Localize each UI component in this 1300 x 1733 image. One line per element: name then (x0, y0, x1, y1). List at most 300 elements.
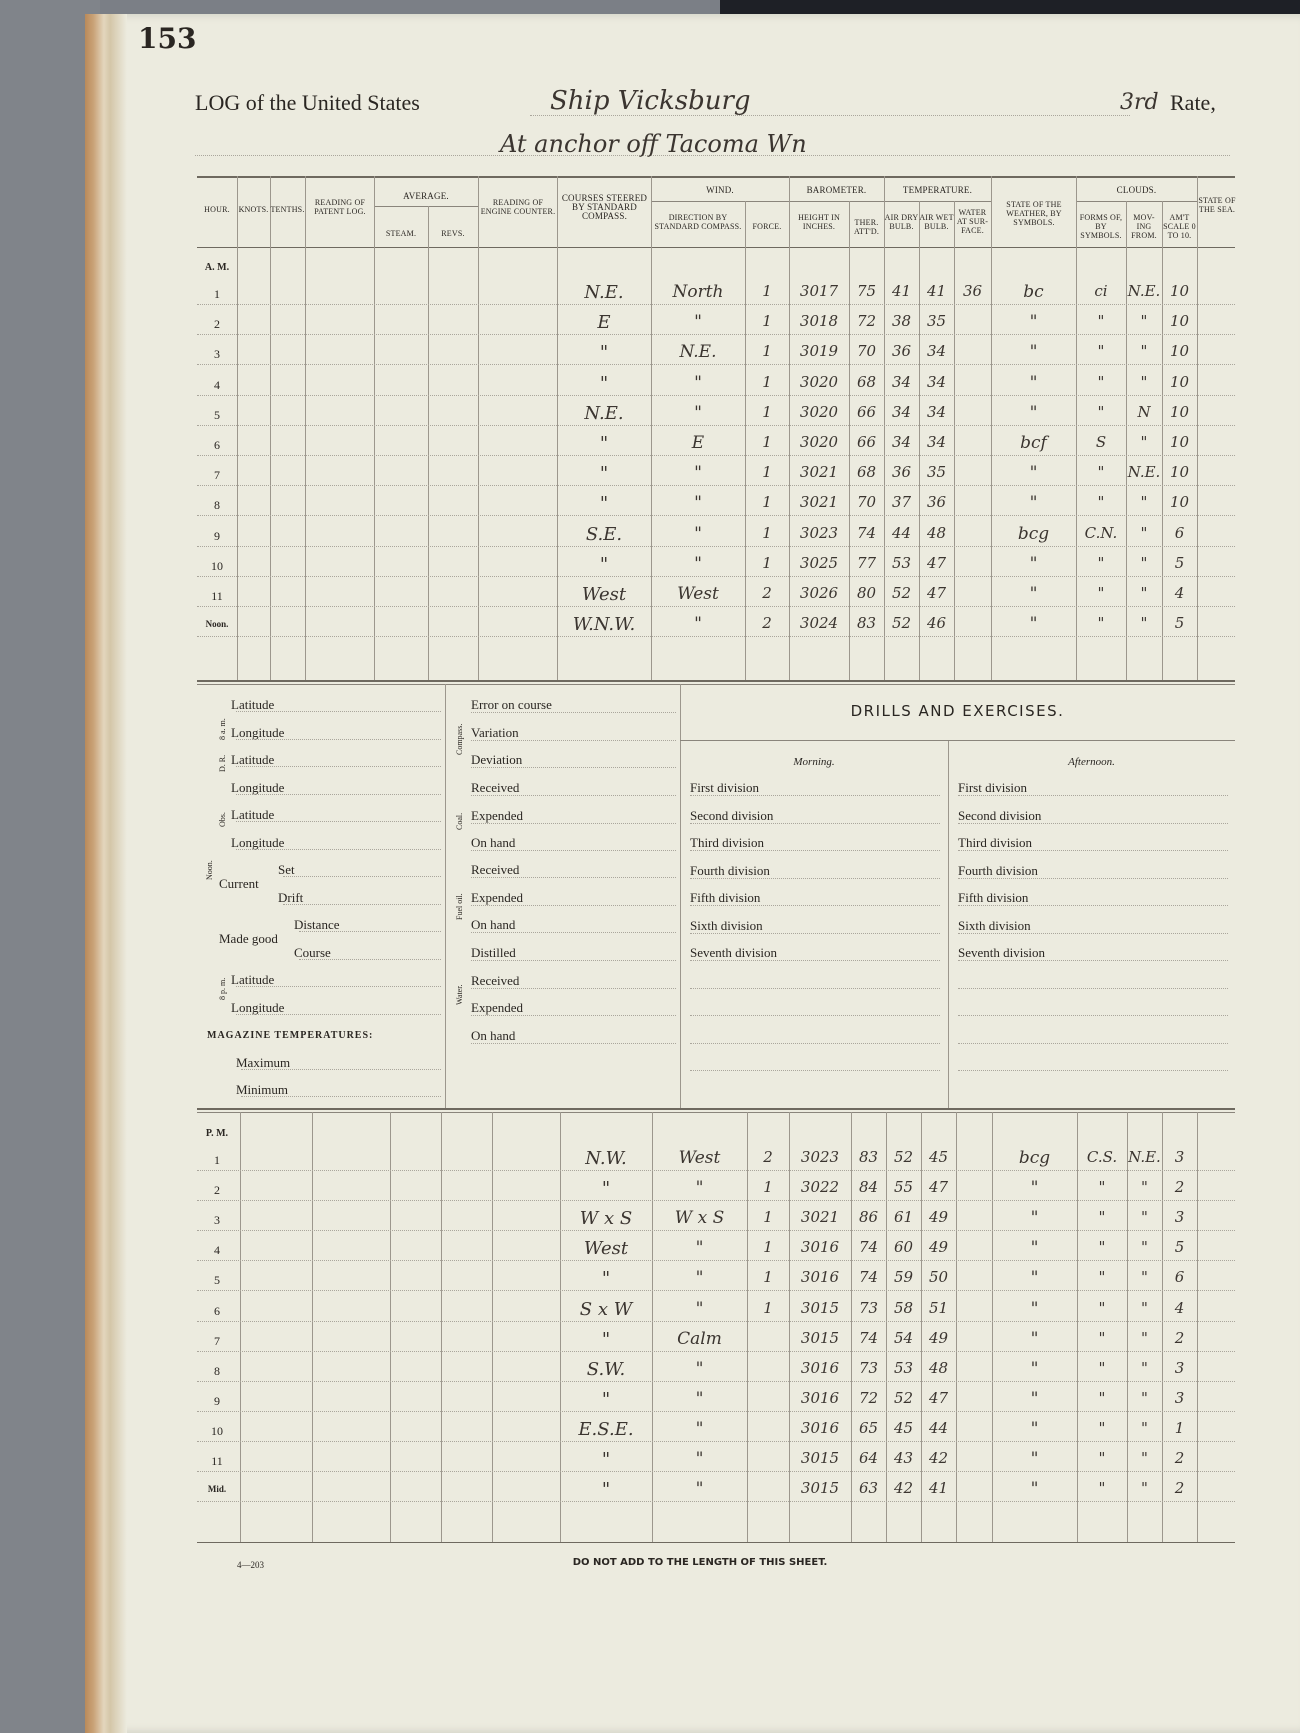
cell-dry: 58 (893, 1298, 914, 1317)
row-hour: 6 (214, 1303, 220, 1318)
cell-direction: " (694, 372, 702, 393)
hdr-knots: KNOTS. (238, 205, 269, 214)
cell-moving: " (1140, 433, 1148, 451)
row-hour: 8 (214, 498, 220, 513)
field-rule (958, 960, 1228, 961)
cell-direction: West (678, 1148, 721, 1168)
field-rule (299, 931, 441, 932)
cell-direction: " (695, 1418, 704, 1439)
cell-course: N.W. (585, 1148, 627, 1169)
cell-height: 3020 (799, 433, 839, 451)
row-hour: 9 (214, 528, 220, 543)
cell-weather: " (1030, 1268, 1039, 1289)
field-rule (236, 794, 441, 795)
current-drift: Drift (278, 890, 304, 905)
row-rule (197, 1200, 1235, 1201)
cell-forms: " (1098, 1238, 1106, 1257)
cell-weather: " (1030, 1298, 1039, 1319)
magazine-minimum: Minimum (236, 1082, 289, 1097)
cell-dry: 45 (893, 1418, 914, 1437)
cell-ther: 74 (858, 1328, 879, 1347)
cell-direction: " (694, 402, 702, 423)
row-rule (197, 1170, 1235, 1171)
cell-dry: 44 (891, 523, 912, 542)
cell-course: " (601, 1328, 611, 1350)
cell-ther: 66 (856, 402, 877, 421)
field-rule (471, 1043, 676, 1044)
cell-wet: 35 (926, 312, 947, 331)
row-rule (197, 546, 1235, 547)
cell-direction: " (695, 1358, 704, 1379)
cell-force: 1 (762, 342, 772, 361)
field-rule (958, 1043, 1228, 1044)
cell-wet: 42 (928, 1449, 949, 1467)
field-rule (958, 905, 1228, 906)
cell-weather: " (1030, 1358, 1039, 1379)
cell-forms: " (1098, 1418, 1106, 1437)
cell-height: 3020 (799, 372, 839, 391)
fuel-side-label: Fuel oil. (455, 893, 464, 920)
cell-course: " (601, 1479, 611, 1501)
cell-dry: 55 (893, 1178, 914, 1197)
cell-forms: " (1097, 553, 1105, 572)
field-rule (958, 795, 1228, 796)
hdr-hour: HOUR. (204, 205, 230, 214)
coal-1: Expended (471, 807, 523, 823)
cell-wet: 47 (928, 1178, 949, 1197)
row-rule (197, 1381, 1235, 1382)
cell-course: " (599, 342, 609, 364)
field-rule (236, 821, 441, 822)
row-rule (197, 636, 1235, 637)
cell-weather: " (1029, 584, 1038, 604)
cell-amount: 1 (1174, 1418, 1185, 1437)
cell-amount: 3 (1174, 1148, 1185, 1166)
cell-moving: " (1141, 1238, 1148, 1257)
cell-dry: 41 (891, 282, 912, 300)
cell-wet: 49 (928, 1328, 949, 1347)
cell-ther: 86 (858, 1208, 879, 1227)
rate-label: Rate, (1170, 90, 1216, 115)
water-3: On hand (471, 1027, 516, 1043)
cell-direction: W x S (674, 1208, 725, 1229)
field-rule (471, 823, 676, 824)
morning-division-7: Seventh division (690, 945, 778, 960)
cell-amount: 6 (1174, 523, 1185, 542)
cell-force: 1 (763, 1208, 773, 1227)
cell-height: 3019 (799, 342, 839, 361)
cell-wet: 48 (926, 523, 947, 542)
cell-moving: " (1141, 1479, 1148, 1498)
field-rule (241, 1069, 441, 1070)
cell-dry: 37 (891, 493, 912, 512)
field-rule (471, 740, 676, 741)
obs-longitude: Longitude (231, 835, 285, 850)
row-rule (197, 1441, 1235, 1442)
cell-dry: 52 (891, 584, 912, 602)
cell-force: 1 (762, 372, 772, 391)
cell-wet: 48 (928, 1358, 949, 1377)
cell-height: 3016 (800, 1418, 840, 1437)
cell-ther: 65 (858, 1418, 879, 1437)
cell-force: 2 (763, 1148, 773, 1166)
hdr-average: AVERAGE. (403, 191, 449, 201)
morning-division-2: Second division (690, 807, 774, 823)
cell-moving: " (1141, 1298, 1148, 1317)
cell-height: 3023 (800, 1148, 840, 1166)
dr-latitude: Latitude (231, 752, 275, 767)
row-rule (197, 1411, 1235, 1412)
cell-forms: C.N. (1084, 523, 1118, 542)
ship-location: At anchor off Tacoma Wn (500, 130, 807, 158)
cell-weather: bcg (1017, 523, 1050, 544)
hdr-ther: THER. ATT'D. (853, 218, 880, 236)
morning-division-4: Fourth division (690, 862, 770, 878)
cell-weather: bc (1023, 282, 1044, 302)
cell-ther: 75 (856, 282, 877, 300)
cell-force: 1 (763, 1298, 773, 1317)
cell-weather: " (1030, 1238, 1039, 1259)
cell-wet: 49 (928, 1208, 949, 1227)
cell-moving: N.E. (1128, 1148, 1161, 1166)
cell-wet: 47 (926, 584, 947, 602)
field-rule (236, 766, 441, 767)
field-rule (958, 878, 1228, 879)
cell-direction: West (677, 584, 719, 604)
pm-latitude: Latitude (231, 972, 275, 987)
cell-amount: 2 (1174, 1449, 1185, 1467)
row-hour: 10 (211, 558, 223, 573)
row-hour: Noon. (205, 619, 229, 630)
cell-forms: ci (1094, 282, 1108, 300)
cell-force: 1 (762, 493, 772, 512)
hdr-steam: STEAM. (385, 229, 417, 238)
cell-ther: 70 (856, 342, 877, 361)
hdr-engine-counter: READING OF ENGINE COUNTER. (480, 198, 556, 216)
field-rule (471, 795, 676, 796)
cell-amount: 10 (1169, 282, 1190, 300)
field-rule (471, 712, 676, 713)
cell-wet: 34 (926, 342, 947, 361)
cell-direction: " (695, 1268, 704, 1289)
cell-amount: 3 (1174, 1388, 1185, 1407)
cell-dry: 52 (891, 614, 912, 633)
cell-forms: " (1097, 493, 1105, 512)
noon-side-label: Noon. (205, 860, 214, 880)
cell-moving: " (1140, 523, 1148, 542)
cell-wet: 46 (926, 614, 947, 633)
hdr-patent-log: READING OF PATENT LOG. (314, 198, 366, 216)
cell-moving: " (1140, 584, 1148, 602)
hdr-water: WATER AT SUR-FACE. (956, 208, 989, 235)
cell-height: 3018 (799, 312, 839, 331)
cell-direction: " (695, 1479, 704, 1500)
cell-height: 3022 (800, 1178, 840, 1197)
cell-direction: " (695, 1388, 704, 1409)
cell-course: S.W. (586, 1358, 626, 1380)
hdr-forms: FORMS OF, BY SYMBOLS. (1079, 213, 1123, 240)
cell-amount: 10 (1169, 493, 1190, 512)
row-rule (197, 364, 1235, 365)
cell-amount: 4 (1174, 1298, 1185, 1317)
cell-forms: S (1095, 433, 1107, 451)
cell-wet: 50 (928, 1268, 949, 1287)
cell-dry: 52 (893, 1148, 914, 1166)
cell-direction: " (695, 1238, 704, 1259)
cell-ther: 68 (856, 463, 877, 482)
hdr-barometer: BAROMETER. (806, 185, 867, 195)
row-hour: 8 (214, 1363, 220, 1378)
field-rule (958, 1015, 1228, 1016)
cell-forms: " (1098, 1298, 1106, 1317)
compass-1: Variation (471, 724, 519, 740)
cell-direction: " (694, 312, 702, 333)
cell-wet: 34 (926, 402, 947, 421)
cell-force: 2 (762, 584, 772, 602)
cell-moving: " (1141, 1208, 1148, 1227)
cell-height: 3020 (799, 402, 839, 421)
afternoon-division-5: Fifth division (958, 890, 1029, 905)
cell-wet: 36 (926, 493, 947, 512)
compass-2: Deviation (471, 752, 523, 767)
cell-direction: " (694, 523, 702, 544)
hdr-height: HEIGHT IN INCHES. (798, 213, 840, 231)
row-rule (197, 425, 1235, 426)
ship-name: Ship Vicksburg (550, 86, 751, 116)
cell-direction: " (694, 493, 702, 514)
pm-longitude: Longitude (231, 1000, 285, 1015)
morning-division-3: Third division (690, 835, 765, 850)
coal-side-label: Coal. (455, 812, 464, 830)
cell-course: N.E. (584, 402, 624, 424)
coal-0: Received (471, 780, 520, 795)
current-label: Current (219, 876, 259, 891)
cell-direction: " (694, 463, 702, 484)
field-rule (236, 849, 441, 850)
field-rule (471, 1015, 676, 1016)
cell-wet: 49 (928, 1238, 949, 1257)
field-rule (236, 1014, 441, 1015)
field-rule (241, 1096, 441, 1097)
row-hour: 7 (214, 468, 220, 483)
cell-amount: 6 (1174, 1268, 1185, 1287)
field-rule (471, 767, 676, 768)
cell-wet: 45 (928, 1148, 949, 1166)
magazine-temperatures-label: MAGAZINE TEMPERATURES: (207, 1030, 374, 1041)
cell-moving: " (1140, 614, 1148, 633)
cell-amount: 5 (1174, 614, 1185, 633)
field-rule (958, 1070, 1228, 1071)
cell-dry: 53 (891, 553, 912, 572)
cell-direction: " (694, 614, 702, 635)
cell-force: 1 (763, 1178, 773, 1197)
row-hour: 6 (214, 438, 220, 452)
cell-forms: " (1098, 1388, 1106, 1407)
cell-course: " (601, 1449, 611, 1470)
fuel-1: Expended (471, 889, 523, 905)
cell-amount: 5 (1174, 1238, 1185, 1257)
cell-force: 1 (762, 433, 772, 451)
cell-ther: 66 (856, 433, 877, 451)
row-rule (197, 395, 1235, 396)
cell-course: S.E. (585, 523, 623, 545)
cell-moving: " (1141, 1328, 1148, 1347)
cell-ther: 77 (856, 553, 877, 572)
form-number: 4—203 (237, 1560, 264, 1570)
cell-weather: " (1030, 1449, 1039, 1469)
dr-longitude: Longitude (231, 780, 285, 795)
cell-height: 3023 (799, 523, 839, 542)
cell-weather: " (1029, 614, 1038, 635)
hdr-courses: COURSES STEERED BY STANDARD COMPASS. (561, 193, 648, 221)
cell-height: 3021 (799, 463, 839, 482)
morning-division-5: Fifth division (690, 890, 761, 905)
cell-forms: " (1098, 1208, 1106, 1227)
cell-height: 3016 (800, 1358, 840, 1377)
field-rule (471, 850, 676, 851)
compass-side-label: Compass. (455, 723, 464, 755)
made-good-label: Made good (219, 931, 278, 946)
cell-forms: " (1098, 1449, 1106, 1467)
pm-label: P. M. (205, 1128, 229, 1139)
am-side-label: 8 a. m. (218, 718, 227, 740)
cell-forms: " (1097, 372, 1105, 391)
cell-dry: 36 (891, 342, 912, 361)
field-rule (958, 933, 1228, 934)
row-rule (197, 304, 1235, 305)
cell-course: West (583, 1238, 629, 1260)
hdr-amount: AM'T SCALE 0 TO 10. (1163, 213, 1196, 240)
cell-amount: 10 (1169, 433, 1190, 451)
cell-weather: " (1030, 1178, 1039, 1199)
cell-direction: North (672, 282, 724, 302)
cell-weather: " (1030, 1388, 1039, 1409)
am-label: A. M. (204, 262, 230, 273)
cell-dry: 34 (891, 402, 912, 421)
cell-wet: 47 (928, 1388, 949, 1407)
water-0: Distilled (471, 945, 516, 960)
cell-direction: " (695, 1449, 704, 1469)
cell-height: 3025 (799, 553, 839, 572)
cell-course: W.N.W. (572, 614, 636, 636)
cell-height: 3015 (800, 1479, 840, 1498)
cell-height: 3021 (800, 1208, 840, 1227)
row-rule (197, 1501, 1235, 1502)
field-rule (690, 823, 940, 824)
cell-wet: 41 (926, 282, 947, 300)
field-rule (299, 959, 441, 960)
water-2: Expended (471, 1000, 523, 1015)
cell-moving: " (1141, 1268, 1148, 1287)
row-rule (197, 334, 1235, 335)
cell-amount: 10 (1169, 463, 1190, 482)
footer-notice: DO NOT ADD TO THE LENGTH OF THIS SHEET. (572, 1557, 828, 1568)
hdr-wind: WIND. (706, 185, 734, 195)
fuel-0: Received (471, 862, 520, 877)
cell-amount: 10 (1169, 312, 1190, 331)
cell-moving: " (1140, 553, 1148, 572)
cell-amount: 3 (1174, 1358, 1185, 1377)
water-side-label: Water. (455, 984, 464, 1005)
cell-wet: 41 (928, 1479, 949, 1498)
cell-ther: 80 (856, 584, 877, 602)
cell-height: 3021 (799, 493, 839, 512)
fuel-2: On hand (471, 917, 516, 932)
pm-side-label: 8 p. m. (218, 977, 227, 1000)
current-set: Set (278, 862, 295, 877)
field-rule (471, 960, 676, 961)
row-rule (197, 606, 1235, 607)
cell-force: 1 (763, 1238, 773, 1257)
field-rule (690, 1070, 940, 1071)
cell-ther: 73 (858, 1358, 879, 1377)
row-rule (197, 455, 1235, 456)
title-prefix: LOG of the United States (195, 90, 420, 115)
cell-force: 1 (762, 312, 772, 331)
cell-course: " (601, 1178, 611, 1200)
row-hour: 2 (214, 317, 220, 332)
cell-ther: 83 (858, 1148, 879, 1166)
cell-force: 2 (762, 614, 772, 633)
cell-wet: 51 (928, 1298, 949, 1317)
afternoon-division-4: Fourth division (958, 862, 1038, 878)
cell-force: 1 (763, 1268, 773, 1287)
drills-morning: Morning. (793, 756, 835, 768)
hdr-force: FORCE. (752, 222, 782, 231)
field-rule (471, 932, 676, 933)
cell-force: 1 (762, 553, 772, 572)
cell-moving: " (1141, 1449, 1148, 1467)
row-rule (197, 576, 1235, 577)
cell-amount: 10 (1169, 402, 1190, 421)
field-rule (690, 795, 940, 796)
cell-wet: 44 (928, 1418, 949, 1437)
hdr-clouds: CLOUDS. (1116, 185, 1157, 195)
field-rule (690, 988, 940, 989)
cell-ther: 73 (858, 1298, 879, 1317)
field-rule (690, 933, 940, 934)
cell-forms: " (1098, 1268, 1106, 1287)
cell-dry: 34 (891, 433, 912, 451)
cell-weather: bcf (1020, 433, 1047, 453)
cell-ther: 64 (858, 1449, 879, 1467)
cell-force: 1 (762, 463, 772, 482)
rate-number: 3rd (1120, 90, 1159, 115)
field-rule (283, 876, 441, 877)
cell-moving: " (1140, 493, 1148, 512)
cell-forms: " (1097, 584, 1105, 602)
cell-force: 1 (762, 402, 772, 421)
afternoon-division-7: Seventh division (958, 945, 1046, 960)
cell-forms: " (1098, 1358, 1106, 1377)
field-rule (690, 960, 940, 961)
row-hour: 3 (214, 1213, 220, 1228)
made-good-course: Course (294, 945, 331, 960)
cell-weather: " (1029, 402, 1038, 423)
cell-height: 3015 (800, 1449, 840, 1467)
cell-moving: " (1140, 342, 1148, 361)
cell-course: West (581, 584, 627, 605)
row-rule (197, 1260, 1235, 1261)
cell-amount: 4 (1174, 584, 1185, 602)
cell-amount: 2 (1174, 1178, 1185, 1197)
row-hour: 9 (214, 1393, 220, 1408)
row-hour: 5 (214, 1273, 220, 1288)
row-rule (197, 1471, 1235, 1472)
made-good-distance: Distance (294, 917, 340, 932)
magazine-maximum: Maximum (236, 1055, 291, 1070)
cell-ther: 63 (858, 1479, 879, 1498)
